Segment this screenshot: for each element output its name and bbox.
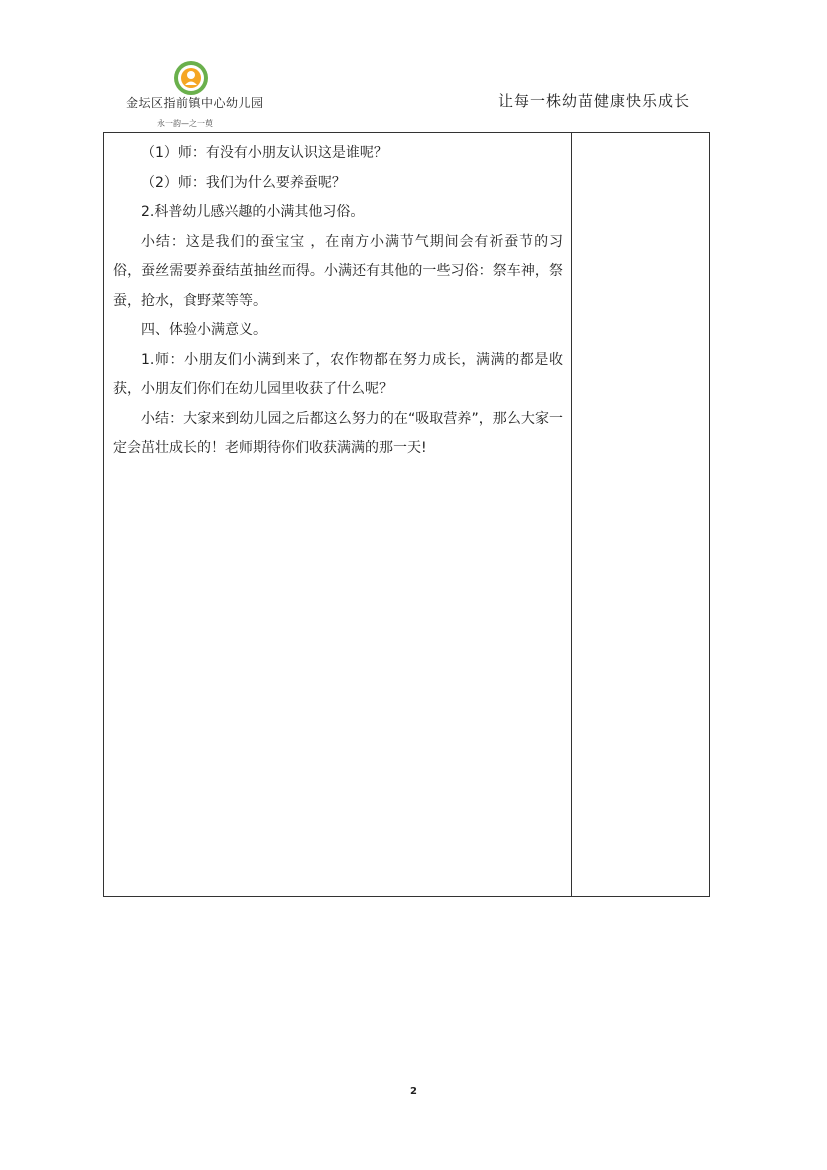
paragraph: 小结：这是我们的蚕宝宝 ，在南方小满节气期间会有祈蚕节的习俗，蚕丝需要养蚕结茧抽丝而得。小满还有其他的一些习俗：祭车神，祭蚕，抢水，食野菜等等。 bbox=[113, 233, 563, 309]
paragraph: 2.科普幼儿感兴趣的小满其他习俗。 bbox=[141, 204, 365, 220]
lesson-content-cell bbox=[104, 133, 572, 896]
paragraph: 1.师：小朋友们小满到来了，农作物都在努力成长，满满的都是收获，小朋友们你们在幼儿园里收获了什么呢？ bbox=[113, 351, 563, 397]
school-name: 金坛区指前镇中心幼儿园 bbox=[126, 96, 264, 110]
paragraph: （1）师：有没有小朋友认识这是谁呢？ bbox=[141, 145, 388, 161]
paragraph: （2）师：我们为什么要养蚕呢？ bbox=[141, 174, 346, 191]
paragraph: 小结：大家来到幼儿园之后都这么努力的在“吸取营养”，那么大家一定会茁壮成长的！老师期待你们收获满满的那一天! bbox=[113, 410, 563, 456]
notes-cell bbox=[572, 133, 709, 896]
header-slogan: 让每一株幼苗健康快乐成长 bbox=[498, 92, 691, 110]
lesson-plan-table bbox=[103, 132, 710, 897]
kindergarten-logo-icon bbox=[173, 60, 209, 96]
paragraph: 四、体验小满意义。 bbox=[141, 322, 267, 338]
page-number: 2 bbox=[410, 1086, 417, 1097]
school-motto: 永一韵—之一萸 bbox=[157, 119, 213, 128]
